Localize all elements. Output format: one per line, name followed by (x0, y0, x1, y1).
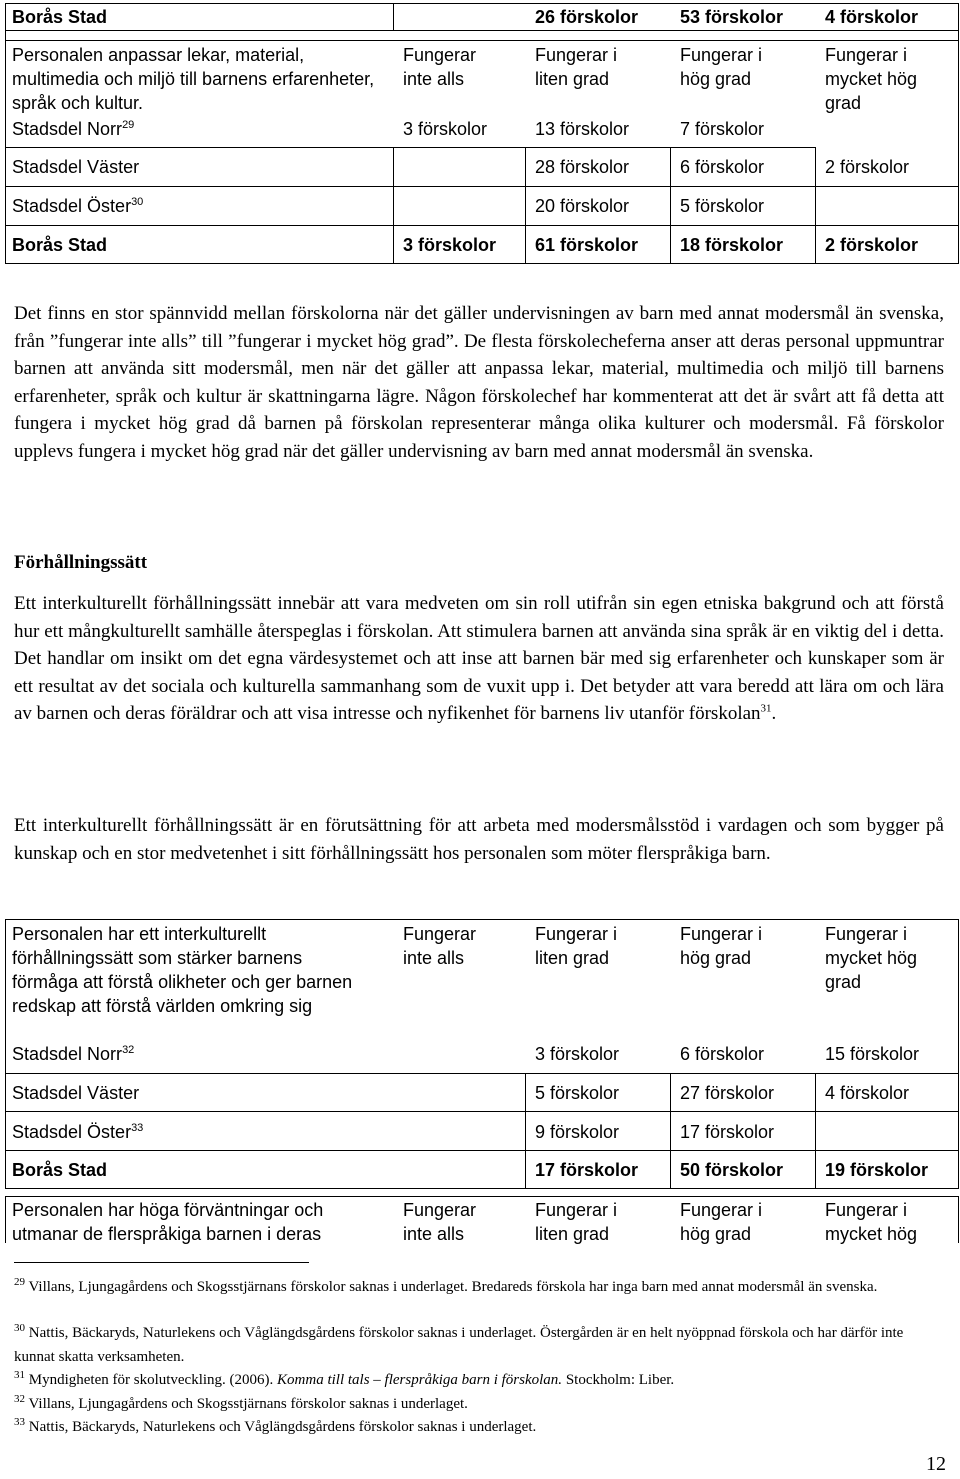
table-1-cell: 3 förskolor (403, 235, 497, 255)
table-2-cell: 4 förskolor (825, 1083, 910, 1103)
table-1-cell: 28 förskolor (535, 157, 630, 177)
footnote-separator (14, 1262, 309, 1263)
table-2-cell: 27 förskolor (680, 1083, 775, 1103)
table-1-cell: 6 förskolor (680, 157, 765, 177)
table-1-scale-3: Fungerar i mycket hög grad (825, 45, 918, 113)
table-2-row-label: Stadsdel Väster (12, 1083, 140, 1103)
footnote-30: $^{30}$ Nattis, Bäckaryds, Naturlekens och Våglängdsgårdens förskolor saknas i underlaget. Östergården är en helt nyöppnad förskola och har därför inte kunnat skatta verksamheten. (14, 1322, 904, 1365)
paragraph-2: Ett interkulturellt förhållningssätt innebär att vara medveten om sin roll utifrån sin egen etniska bakgrund och att förstå hur ett mångkulturellt samhälle återspeglas i förskolan. Att stimulera barnen att använda sina språk är en viktig del i detta. Det handlar om insikt om det egna värdesystemet och att inse att barnen bär med sig erfarenheter och kunskaper som är ett resultat av det sociala och kulturella sammanhang som de vuxit upp i. Det betyder att vara beredd att lära om och lära av barnen och deras föräldrar och att visa intresse och nyfikenhet för barnens liv utanför förskolan$^{31}$. (14, 593, 944, 724)
table-3-scale-0: Fungerar inte alls (403, 1200, 477, 1244)
table-2-cell: 17 förskolor (535, 1160, 639, 1180)
table-1-header-c2: 53 förskolor (680, 7, 784, 27)
footnote-ref-31: 31 (760, 702, 772, 715)
table-1-header-c3: 4 förskolor (825, 7, 919, 27)
table-2-cell: 15 förskolor (825, 1044, 920, 1064)
paragraph-3: Ett interkulturellt förhållningssätt är en förutsättning för att arbeta med modersmålsstöd i vardagen och som bygger på kunskap och en stor medvetenhet i sitt förhållningssätt hos personalen som möter flerspråkiga barn. (14, 815, 944, 864)
table-2-scale-0: Fungerar inte alls (403, 924, 477, 968)
table-1-question: Personalen anpassar lekar, material, multimedia och miljö till barnens erfarenheter, språk och kultur. (12, 45, 375, 113)
table-2-row-label: Stadsdel Norr$^{32}$ (12, 1044, 135, 1064)
table-1-cell: 20 förskolor (535, 196, 630, 216)
table-2-cell: 50 förskolor (680, 1160, 784, 1180)
section-heading: Förhållningssätt (14, 552, 148, 573)
table-2-cell: 5 förskolor (535, 1083, 620, 1103)
table-1-cell: 18 förskolor (680, 235, 784, 255)
table-1-row-label: Stadsdel Väster (12, 157, 140, 177)
table-2-cell: 9 förskolor (535, 1122, 620, 1142)
table-1-scale-1: Fungerar i liten grad (535, 45, 618, 89)
table-1-cell: 3 förskolor (403, 119, 488, 139)
table-1-cell: 61 förskolor (535, 235, 639, 255)
table-2-question: Personalen har ett interkulturellt förhållningssätt som stärker barnens förmåga att förstå olikheter och ger barnen redskap att förstå världen omkring sig (12, 924, 353, 1016)
table-1-header-label: Borås Stad (12, 7, 108, 27)
table-3-scale-3: Fungerar i mycket hög (825, 1200, 918, 1244)
table-2-cell: 19 förskolor (825, 1160, 929, 1180)
page-number: 12 (926, 1453, 946, 1475)
table-3-scale-1: Fungerar i liten grad (535, 1200, 618, 1244)
footnote-31: $^{31}$ Myndigheten för skolutveckling. (2006). Komma till tals – flerspråkiga barn i förskolan. Stockholm: Liber. (14, 1369, 675, 1388)
footnote-33: $^{33}$ Nattis, Bäckaryds, Naturlekens och Våglängdsgårdens förskolor saknas i underlaget. (14, 1416, 537, 1435)
table-1-header-c1: 26 förskolor (535, 7, 639, 27)
table-1-row-label: Stadsdel Norr$^{29}$ (12, 119, 135, 139)
table-1-cell: 2 förskolor (825, 157, 910, 177)
table-3-question: Personalen har höga förväntningar och utmanar de flerspråkiga barnen i deras (12, 1200, 324, 1244)
paragraph-1: Det finns en stor spännvidd mellan förskolorna när det gäller undervisningen av barn med annat modersmål än svenska, från ”fungerar inte alls” till ”fungerar i mycket hög grad”. De flesta förskolecheferna anser att deras personal uppmuntrar barnen att använda sitt modersmål, men när det gäller att anpassa lekar, material, multimedia och miljö till barnens erfarenheter, språk och kultur är skattningarna lägre. Någon förskolechef har kommenterat att det är svårt att få detta att fungera i mycket hög grad då barnen på förskolan representerar många olika kulturer och modersmål. Få förskolor upplevs fungera i mycket hög grad när det gäller undervisning av barn med annat modersmål än svenska. (14, 303, 944, 462)
table-2-row-label: Stadsdel Öster$^{33}$ (12, 1122, 144, 1142)
table-1-cell: 13 förskolor (535, 119, 630, 139)
table-3-scale-2: Fungerar i hög grad (680, 1200, 763, 1244)
table-2-scale-1: Fungerar i liten grad (535, 924, 618, 968)
table-1-scale-2: Fungerar i hög grad (680, 45, 763, 89)
table-2-row-label: Borås Stad (12, 1160, 108, 1180)
table-2-cell: 6 förskolor (680, 1044, 765, 1064)
table-1-row-label: Stadsdel Öster$^{30}$ (12, 196, 144, 216)
table-2-scale-3: Fungerar i mycket hög grad (825, 924, 918, 992)
table-1-row-label: Borås Stad (12, 235, 108, 255)
table-1-scale-0: Fungerar inte alls (403, 45, 477, 89)
table-1-cell: 2 förskolor (825, 235, 919, 255)
footnote-29: $^{29}$ Villans, Ljungagårdens och Skogsstjärnans förskolor saknas i underlaget. Bredareds förskola har inga barn med annat modersmål än svenska. (14, 1276, 878, 1295)
table-1-cell: 5 förskolor (680, 196, 765, 216)
table-2-cell: 17 förskolor (680, 1122, 775, 1142)
footnote-32: $^{32}$ Villans, Ljungagårdens och Skogsstjärnans förskolor saknas i underlaget. (14, 1393, 468, 1412)
table-2-scale-2: Fungerar i hög grad (680, 924, 763, 968)
table-2-cell: 3 förskolor (535, 1044, 620, 1064)
table-1-cell: 7 förskolor (680, 119, 765, 139)
